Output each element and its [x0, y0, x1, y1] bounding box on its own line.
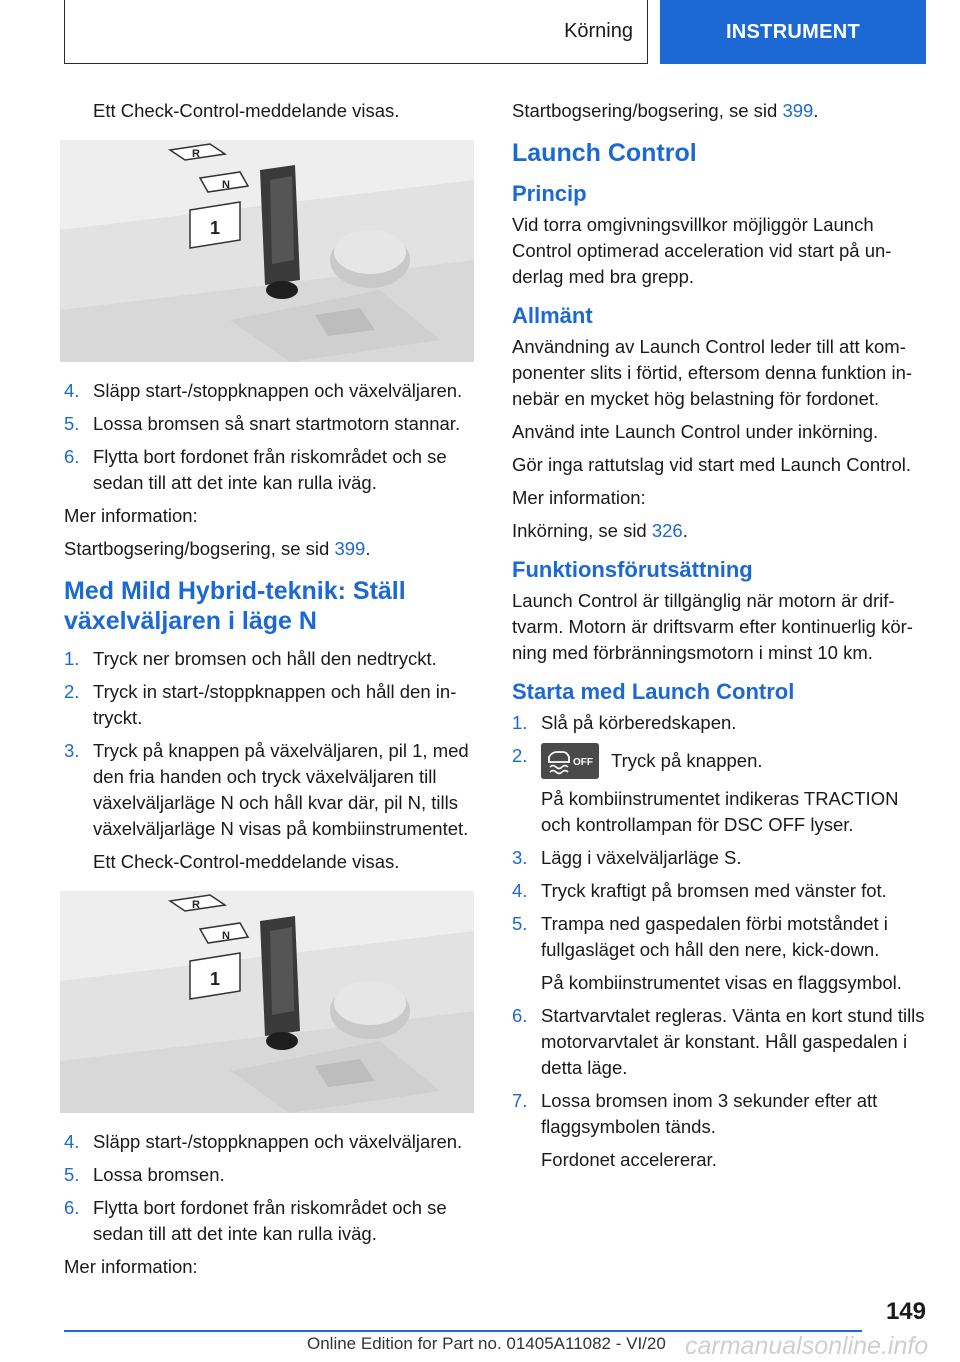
result-text: Ett Check-Control-meddelande visas.: [93, 100, 400, 121]
more-info-label: Mer information:: [64, 1256, 198, 1277]
list-item: 5. Lossa bromsen så snart startmotorn stannar.: [64, 413, 461, 434]
chapter-tab: INSTRUMENT: [660, 0, 926, 64]
list-item: 5. Trampa ned gaspedalen förbi motståndet i fullgasläget och håll den nere, kick-down. På kombiinstrumentet visas en flaggsymbol.: [512, 911, 928, 996]
list-item: 5. Lossa bromsen.: [64, 1164, 225, 1185]
dsc-off-icon: [541, 743, 599, 779]
steps-list-a: [64, 378, 478, 496]
arrow-label-r: R: [192, 148, 200, 160]
arrow-label-n: N: [222, 179, 230, 191]
result-text: På kombiinstrumentet visas en flaggsymbol.: [541, 972, 902, 993]
list-item: 1. Tryck ner bromsen och håll den nedtryckt.: [64, 648, 437, 669]
body-text: Vid torra omgivningsvillkor möjliggör Launch Control optimerad acceleration vid start på underlag med bra grepp.: [512, 214, 892, 287]
arrow-label-1: 1: [210, 218, 221, 238]
list-item: 6. Startvarvtalet regleras. Vänta en kort stund tills motorvarvtalet är konstant. Håll gaspedalen i detta läge.: [512, 1005, 925, 1078]
page-number: 149: [885, 1298, 926, 1325]
list-item: 3. Tryck på knappen på växelväljaren, pil 1, med den fria handen och tryck växelväljaren till växelväljarläge N och håll kvar där, pil N, tills växelväljarläge N visas på kombiinstrumentet. Ett Check-Control-meddelande visas.: [64, 738, 478, 875]
list-item: 2. OFF Tryck på knappen. På kombiinstrumentet indikeras TRACTION och kontrollampan för DSC OFF lyser.: [512, 743, 928, 838]
list-item: 2. Tryck in start-/stoppknappen och håll den intryckt.: [64, 681, 457, 728]
arrow-label-r: R: [192, 899, 200, 911]
more-info-label: Mer information:: [64, 505, 198, 526]
launch-steps-list: [512, 710, 928, 1173]
section-tab: Körning: [64, 0, 648, 64]
result-text: På kombiinstrumentet indikeras TRACTION och kontrollampan för DSC OFF lyser.: [541, 788, 899, 835]
section-heading-mild-hybrid: Med Mild Hybrid-teknik: Ställ växelväljaren i läge N: [64, 577, 406, 635]
watermark-text: carmanualsonline.info: [685, 1332, 929, 1360]
subheading-funktion: Funktionsförutsättning: [512, 557, 753, 582]
result-text: Fordonet accelererar.: [541, 1149, 717, 1170]
arrow-label-1: 1: [210, 969, 221, 989]
gear-selector-figure-2: [60, 891, 474, 1113]
section-heading-launch-control: Launch Control: [512, 139, 697, 167]
cross-reference: Startbogsering/bogsering, se sid 399.: [64, 538, 371, 559]
header-tabs: [64, 0, 926, 66]
subheading-allmant: Allmänt: [512, 303, 593, 328]
right-column: [512, 98, 928, 1180]
edition-text: Online Edition for Part no. 01405A11082 - VI/20: [307, 1334, 666, 1353]
body-text: Launch Control är tillgänglig när motorn är driftvarm. Motorn är driftsvarm efter kontinuerlig körning med förbränningsmotorn i minst 10 km.: [512, 590, 913, 663]
list-item: 4. Tryck kraftigt på bromsen med vänster fot.: [512, 880, 887, 901]
svg-text:OFF: OFF: [573, 757, 593, 768]
result-text: Ett Check-Control-meddelande visas.: [93, 851, 400, 872]
list-item: 7. Lossa bromsen inom 3 sekunder efter att flaggsymbolen tänds. Fordonet accelererar.: [512, 1088, 928, 1173]
steps-list-b: [64, 646, 478, 875]
more-info-label: Mer information:: [512, 487, 646, 508]
list-item: 3. Lägg i växelväljarläge S.: [512, 847, 742, 868]
left-column: [64, 98, 478, 1287]
page-link[interactable]: 326: [651, 520, 683, 541]
cross-reference: Startbogsering/bogsering, se sid 399.: [512, 100, 819, 121]
list-item: 4. Släpp start-/stoppknappen och växelväljaren.: [64, 380, 463, 401]
gear-selector-figure: [60, 140, 474, 362]
page-link[interactable]: 399: [782, 100, 814, 121]
arrow-label-n: N: [222, 930, 230, 942]
body-text: Använd inte Launch Control under inkörning.: [512, 421, 879, 442]
cross-reference: Inkörning, se sid 326.: [512, 520, 688, 541]
subheading-princip: Princip: [512, 181, 587, 206]
list-item: 1. Slå på körberedskapen.: [512, 712, 737, 733]
page-link[interactable]: 399: [334, 538, 366, 559]
body-text: Användning av Launch Control leder till att komponenter slits i förtid, eftersom denna funktion innebär en mycket hög belastning för fordonet.: [512, 336, 913, 409]
list-item: 6. Flytta bort fordonet från riskområdet och se sedan till att det inte kan rulla iväg.: [64, 446, 447, 493]
steps-list-c: [64, 1129, 478, 1247]
list-item: 4. Släpp start-/stoppknappen och växelväljaren.: [64, 1131, 463, 1152]
body-text: Gör inga rattutslag vid start med Launch Control.: [512, 454, 911, 475]
subheading-starta: Starta med Launch Control: [512, 679, 795, 704]
list-item: 6. Flytta bort fordonet från riskområdet och se sedan till att det inte kan rulla iväg.: [64, 1197, 447, 1244]
